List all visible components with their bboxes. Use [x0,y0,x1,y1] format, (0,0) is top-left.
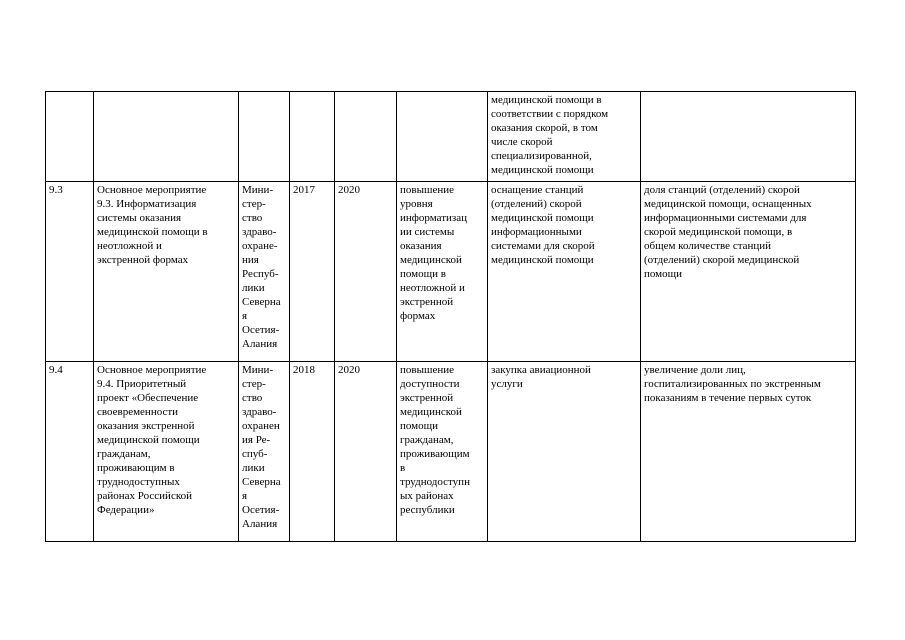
goal-cell [397,182,488,362]
result-text: медицинской помощи в соответствии с порядком оказания скорой, в том числе скорой специализированной, медицинской помощи [491,94,609,176]
end-year-cell [335,92,397,182]
goal-text: повышение доступности экстренной медицинской помощи гражданам, проживающим в труднодоступн ых районах республики [400,364,470,516]
row-number: 9.3 [49,184,63,196]
measure-cell [94,92,239,182]
measure-text: Основное мероприятие 9.3. Информатизация системы оказания медицинской помощи в неотложной и экстренной формах [97,184,208,266]
indicator-text: доля станций (отделений) скорой медицинской помощи, оснащенных информационными системами для скорой медицинской помощи, в общем количестве станций (отделений) скорой медицинской помощи [644,184,812,280]
measure-cell [94,182,239,362]
executor-text: Мини- стер- ство здраво- охранен ия Ре- спуб- лики Северна я Осетия- Алания [242,364,281,530]
executor-cell [239,92,290,182]
executor-text: Мини- стер- ство здраво- охране- ния Респуб- лики Северна я Осетия- Алания [242,184,281,350]
row-number-cell [46,182,94,362]
row-number-cell [46,92,94,182]
result-cell [488,92,641,182]
start-year: 2018 [293,364,315,376]
goal-cell [397,92,488,182]
goal-text: повышение уровня информатизац ии системы оказания медицинской помощи в неотложной и экстренной формах [400,184,468,322]
start-year: 2017 [293,184,315,196]
indicator-cell [641,362,856,542]
start-year-cell [290,92,335,182]
end-year: 2020 [338,364,360,376]
goal-cell [397,362,488,542]
table-row [46,182,856,362]
end-year-cell [335,362,397,542]
start-year-cell [290,182,335,362]
measure-cell [94,362,239,542]
executor-cell [239,362,290,542]
row-number-cell [46,362,94,542]
indicator-cell [641,182,856,362]
executor-cell [239,182,290,362]
program-activities-table [45,91,856,542]
start-year-cell [290,362,335,542]
result-cell [488,182,641,362]
result-text: оснащение станций (отделений) скорой медицинской помощи информационными системами для скорой медицинской помощи [491,184,595,266]
table-row [46,92,856,182]
row-number: 9.4 [49,364,63,376]
indicator-cell [641,92,856,182]
measure-text: Основное мероприятие 9.4. Приоритетный проект «Обеспечение своевременности оказания экстренной медицинской помощи гражданам, проживающим в труднодоступных районах Российской Федерации» [97,364,207,516]
result-cell [488,362,641,542]
table-row [46,362,856,542]
indicator-text: увеличение доли лиц, госпитализированных по экстренным показаниям в течение первых суток [644,364,821,404]
result-text: закупка авиационной услуги [491,364,591,390]
end-year-cell [335,182,397,362]
end-year: 2020 [338,184,360,196]
